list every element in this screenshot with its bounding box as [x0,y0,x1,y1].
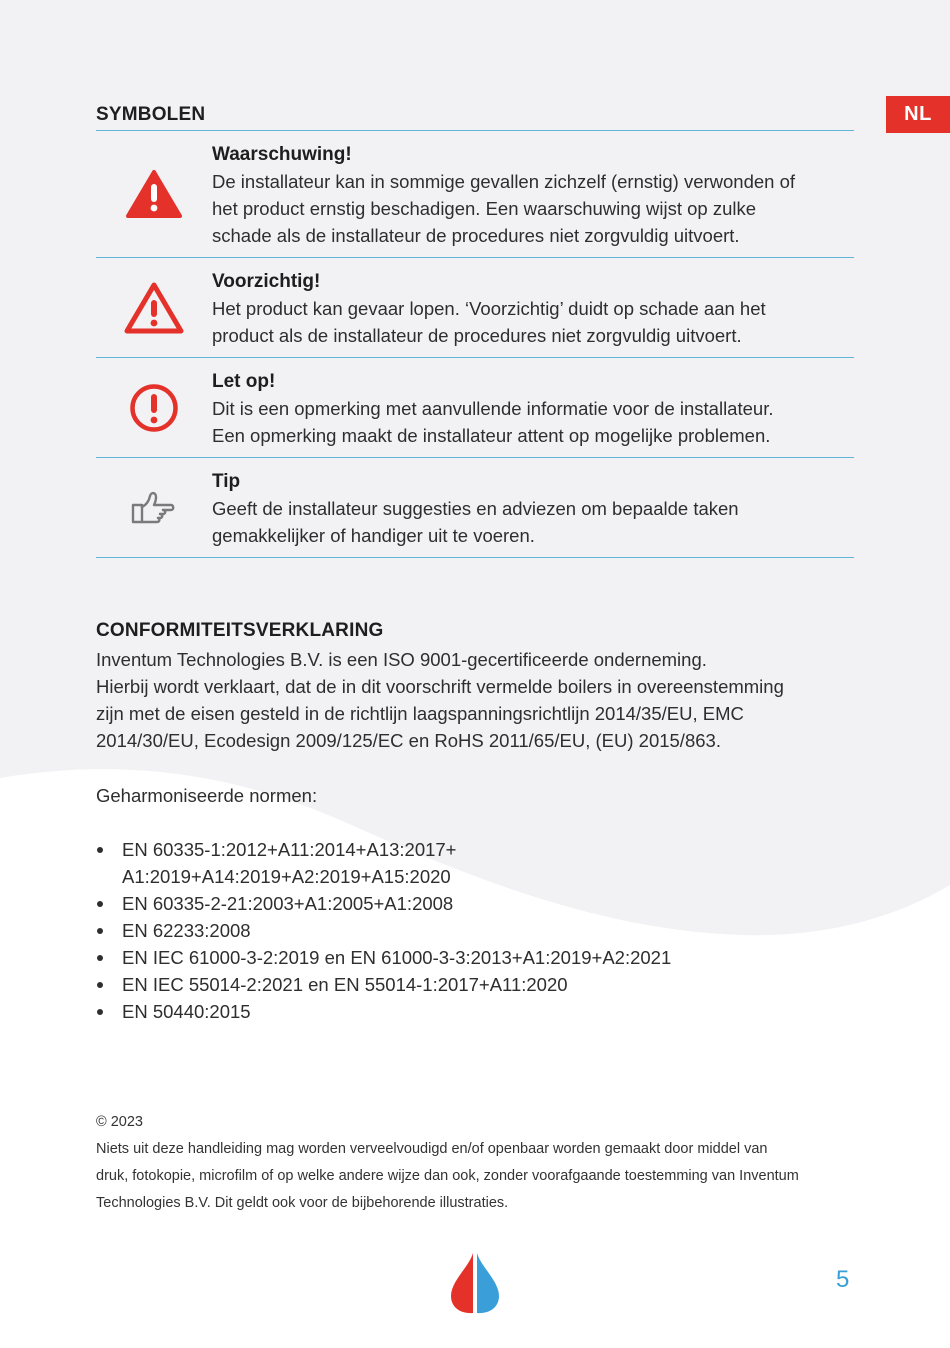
symbol-row-warning [96,130,854,257]
pointing-hand-icon [96,488,212,528]
symbol-row-note [96,357,854,457]
warning-filled-triangle-icon [96,169,212,219]
page-number: 5 [836,1266,850,1293]
symbol-description: Geeft de installateur suggesties en adviezen om bepaalde taken gemakkelijker of handiger uit te voeren. [212,498,739,546]
symbol-heading: Tip [212,471,241,492]
norms-list [96,836,856,1025]
caution-outline-triangle-icon [96,281,212,335]
symbols-table [96,130,854,558]
copyright-year: © 2023 [96,1114,143,1130]
symbol-heading: Let op! [212,371,276,392]
list-item: EN IEC 61000-3-2:2019 en EN 61000-3-3:2013+A1:2019+A2:2021 [96,944,856,971]
conformity-text: Inventum Technologies B.V. is een ISO 9001-gecertificeerde onderneming. Hierbij wordt verklaart, dat de in dit voorschrift vermelde boilers in overeenstemming zijn met de eisen gesteld in de richtlijn laagspanningsrichtlijn 2014/35/EU, EMC 2014/30/EU, Ecodesign 2009/125/EC en RoHS 2011/65/EU, (EU) 2015/863. [96,649,784,751]
copyright-notice: Niets uit deze handleiding mag worden verveelvoudigd en/of openbaar worden gemaakt door middel van druk, fotokopie, microfilm of op welke andere wijze dan ook, zonder voorafgaande toestemming van Inventum Technologies B.V. Dit geldt ook voor de bijbehorende illustraties. [96,1141,799,1211]
symbol-heading: Voorzichtig! [212,271,321,292]
list-item: EN 50440:2015 [96,998,856,1025]
conformity-heading: CONFORMITEITSVERKLARING [96,620,384,641]
list-item: EN 62233:2008 [96,917,856,944]
symbol-description: Het product kan gevaar lopen. ‘Voorzichtig’ duidt op schade aan het product als de installateur de procedures niet zorgvuldig uitvoert. [212,298,766,346]
list-item: EN 60335-2-21:2003+A1:2005+A1:2008 [96,890,856,917]
symbol-row-caution [96,257,854,357]
symbol-description: Dit is een opmerking met aanvullende informatie voor de installateur. Een opmerking maakt de installateur attent op mogelijke problemen. [212,398,774,446]
symbol-row-tip [96,457,854,558]
norms-label: Geharmoniseerde normen: [96,785,318,806]
copyright-block [96,1110,866,1217]
inventum-drop-logo [448,1251,502,1320]
list-item: EN IEC 55014-2:2021 en EN 55014-1:2017+A11:2020 [96,971,856,998]
symbol-description: De installateur kan in sommige gevallen zichzelf (ernstig) verwonden of het product ernstig beschadigen. Een waarschuwing wijst op zulke schade als de installateur de procedures niet zorgvuldig uitvoert. [212,171,796,246]
exclamation-circle-icon [96,383,212,433]
language-tab: NL [886,96,950,133]
symbols-heading: SYMBOLEN [96,104,206,125]
list-item: EN 60335-1:2012+A11:2014+A13:2017+ A1:2019+A14:2019+A2:2019+A15:2020 [96,836,856,890]
symbol-heading: Waarschuwing! [212,144,352,165]
